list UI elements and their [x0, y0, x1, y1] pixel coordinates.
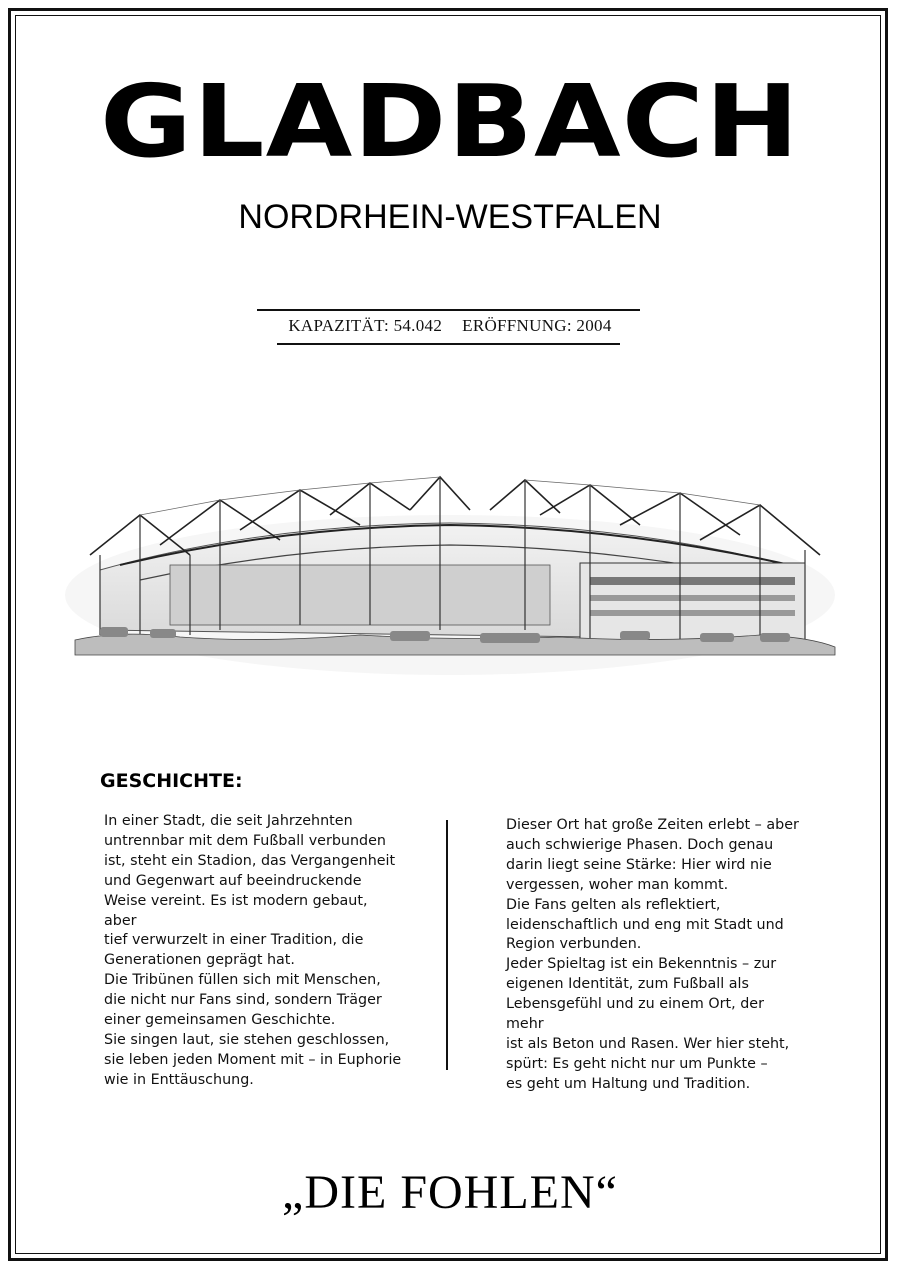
stadium-stats [0, 316, 900, 336]
history-line: spürt: Es geht nicht nur um Punkte – [506, 1055, 768, 1072]
history-line: eigenen Identität, zum Fußball als [506, 976, 749, 993]
history-line: In einer Stadt, die seit Jahrzehnten [104, 813, 353, 829]
history-right-column [506, 816, 806, 1095]
history-line: Weise vereint. Es ist modern gebaut, aber [104, 892, 368, 929]
history-line: ist, steht ein Stadion, das Vergangenheit [104, 852, 396, 869]
history-line: wie in Enttäuschung. [104, 1071, 254, 1088]
history-line: und Gegenwart auf beeindruckende [104, 872, 362, 889]
capacity-label: KAPAZITÄT: 54.042 [288, 316, 443, 335]
stats-rule-bottom [277, 343, 620, 345]
history-left-column [104, 812, 404, 1091]
history-line: Die Tribünen füllen sich mit Menschen, [104, 972, 381, 989]
history-line: Lebensgefühl und zu einem Ort, der mehr [506, 996, 764, 1033]
history-line: leidenschaftlich und eng mit Stadt und [506, 916, 784, 933]
history-line: Generationen geprägt hat. [104, 952, 295, 969]
stats-rule-top [257, 309, 640, 311]
history-line: die nicht nur Fans sind, sondern Träger [104, 992, 382, 1009]
history-line: auch schwierige Phasen. Doch genau [506, 836, 774, 853]
history-line: untrennbar mit dem Fußball verbunden [104, 832, 386, 849]
history-line: vergessen, woher man kommt. [506, 876, 729, 893]
history-line: Sie singen laut, sie stehen geschlossen, [104, 1031, 390, 1048]
club-nickname: „DIE FOHLEN“ [282, 1166, 618, 1219]
history-line: ist als Beton und Rasen. Wer hier steht, [506, 1035, 790, 1052]
stadium-sketch [60, 455, 840, 685]
opening-label: ERÖFFNUNG: 2004 [462, 316, 612, 335]
history-line: sie leben jeden Moment mit – in Euphorie [104, 1051, 402, 1068]
history-line: darin liegt seine Stärke: Hier wird nie [506, 856, 772, 873]
history-line: Region verbunden. [506, 936, 642, 953]
history-line: tief verwurzelt in einer Tradition, die [104, 932, 364, 949]
poster-title: GLADBACH [100, 63, 800, 180]
history-line: Jeder Spieltag ist ein Bekenntnis – zur [506, 956, 777, 973]
history-heading: GESCHICHTE: [100, 770, 243, 792]
history-line: Die Fans gelten als reflektiert, [506, 896, 721, 913]
history-line: Dieser Ort hat große Zeiten erlebt – aber [506, 817, 799, 833]
history-line: einer gemeinsamen Geschichte. [104, 1012, 336, 1029]
column-divider [446, 820, 448, 1070]
poster-region: NORDRHEIN-WESTFALEN [238, 198, 662, 236]
history-line: es geht um Haltung und Tradition. [506, 1075, 751, 1092]
